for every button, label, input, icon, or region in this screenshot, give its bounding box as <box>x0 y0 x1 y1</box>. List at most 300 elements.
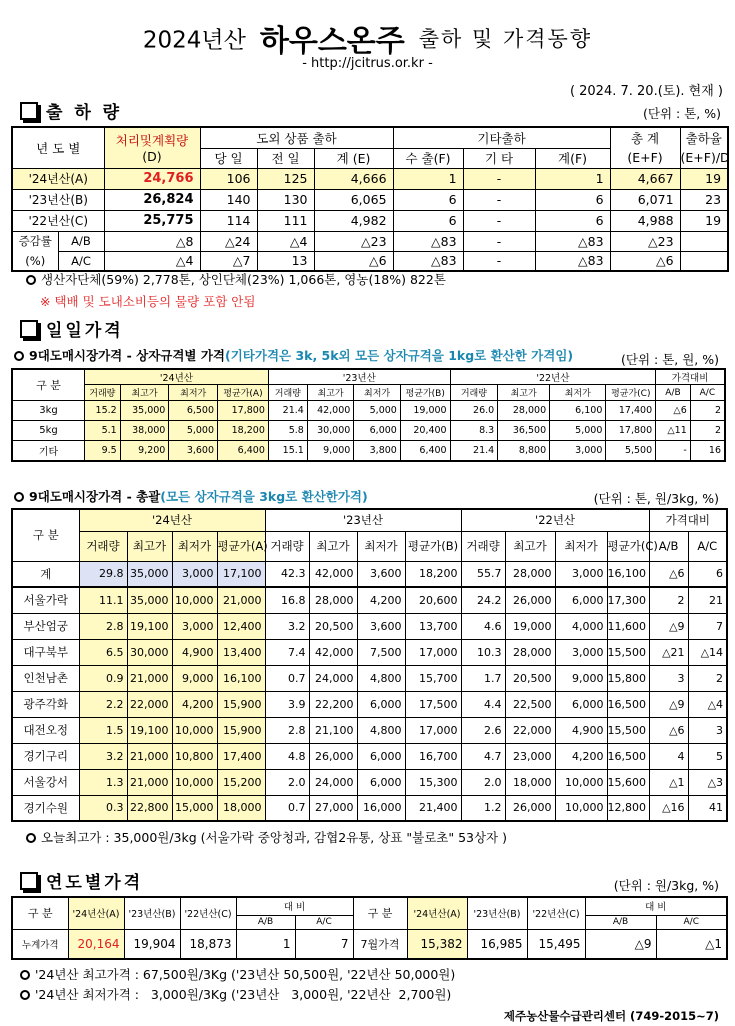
jul-a: 15,382 <box>407 929 467 959</box>
row-label: 기타 <box>12 441 84 461</box>
cell: 4,900 <box>172 639 217 665</box>
cell: 17,000 <box>405 717 461 743</box>
cum-ab: 1 <box>236 929 295 959</box>
unit-label: (단위 : 톤, %) <box>643 106 721 121</box>
cell: 6,400 <box>400 441 450 461</box>
cell: 21,000 <box>127 769 172 795</box>
cell: 1.7 <box>461 665 505 691</box>
cell-e: 4,982 <box>314 210 393 231</box>
cell: 12,400 <box>217 613 265 639</box>
cell: 24.2 <box>461 587 505 613</box>
cell: 29.8 <box>79 561 127 587</box>
cell: 17,300 <box>607 587 649 613</box>
cell-day: 114 <box>200 210 257 231</box>
row-label: 서울가락 <box>12 587 79 613</box>
cell-d: △4 <box>104 251 200 271</box>
jul-b: 16,985 <box>467 929 527 959</box>
cell: 3,600 <box>357 561 405 587</box>
note-max-price: '24년산 최고가격 : 67,500원/3Kg ('23년산 50,500원, '22년산 50,000원) <box>20 965 455 983</box>
cell: 6,500 <box>169 401 218 421</box>
cum-a: 20,164 <box>68 929 124 959</box>
cell-prev: 111 <box>257 210 314 231</box>
cell: 42.3 <box>265 561 309 587</box>
market-row <box>12 613 727 639</box>
header-y23: '23년산(B) <box>124 897 180 929</box>
row-label: 인천남촌 <box>12 665 79 691</box>
cell: 3,800 <box>354 441 401 461</box>
cell: 3.2 <box>265 613 309 639</box>
cell-etc: - <box>463 231 535 251</box>
bullet-icon <box>26 275 36 285</box>
header-ab: A/B <box>236 915 295 929</box>
cell: 35,000 <box>120 401 169 421</box>
cell: 2 <box>649 587 688 613</box>
cell: 4.8 <box>265 743 309 769</box>
cell: 11,600 <box>607 613 649 639</box>
row-label: 5kg <box>12 421 84 441</box>
cell: 0.3 <box>79 795 127 821</box>
header-etc: 기 타 <box>463 148 535 168</box>
cell: 20,500 <box>505 665 555 691</box>
cell-etc: - <box>463 189 535 210</box>
section-yearly-header <box>20 868 143 893</box>
cell-ratio: 19 <box>680 210 728 231</box>
bullet-icon <box>14 351 24 361</box>
cell: 22,800 <box>127 795 172 821</box>
cell-f: 6 <box>535 210 610 231</box>
cell: 3,000 <box>550 441 606 461</box>
cell-e: △23 <box>314 231 393 251</box>
cell: 7.4 <box>265 639 309 665</box>
note-today-max: 오늘최고가 : 35,000원/3kg (서울가락 중앙청과, 감협2유통, 상표 "불로초" 53상자 ) <box>26 828 507 846</box>
header-avgB: 평균가(B) <box>400 385 450 401</box>
header-y23: '23년산 <box>265 509 461 531</box>
cell: 21 <box>688 587 727 613</box>
cell: 6,400 <box>218 441 269 461</box>
cell: 35,000 <box>127 587 172 613</box>
cell: 28,000 <box>505 639 555 665</box>
cum-b: 19,904 <box>124 929 180 959</box>
market-row <box>12 665 727 691</box>
yearly-price-table <box>11 896 728 960</box>
cell: 27,000 <box>309 795 357 821</box>
header-ratio-f: (E+F)/D <box>680 148 728 168</box>
cell: 9,000 <box>172 665 217 691</box>
change-row <box>12 251 728 271</box>
header-proc: 처리및계획량 (D) <box>104 127 200 168</box>
header-y22-2: '22년산(C) <box>527 897 585 929</box>
cell: 9,000 <box>307 441 354 461</box>
cell: △4 <box>688 691 727 717</box>
section-box-icon <box>20 320 38 338</box>
cell: 0.7 <box>265 665 309 691</box>
cell: 17,800 <box>606 421 656 441</box>
header-avgB: 평균가(B) <box>405 531 461 561</box>
cell: 26,000 <box>505 587 555 613</box>
cell: △9 <box>649 691 688 717</box>
header-ab: A/B <box>656 385 691 401</box>
page-title <box>0 16 735 60</box>
cell: 16,000 <box>357 795 405 821</box>
cell: 36,500 <box>498 421 550 441</box>
as-of-date: ( 2024. 7. 20.(토). 현재 ) <box>569 84 723 99</box>
header-gubun: 구 분 <box>12 897 68 929</box>
cell: 15,600 <box>607 769 649 795</box>
cell: 2 <box>690 421 725 441</box>
cell: △6 <box>656 401 691 421</box>
cell: 7 <box>688 613 727 639</box>
section-daily-header <box>20 316 124 341</box>
cell: 15,900 <box>217 717 265 743</box>
note-producers: 생산자단체(59%) 2,778톤, 상인단체(23%) 1,066톤, 영농(18%) 822톤 <box>26 270 446 288</box>
header-day: 당 일 <box>200 148 257 168</box>
cell: 19,100 <box>127 717 172 743</box>
size-row <box>12 401 725 421</box>
market-price-table <box>11 508 728 822</box>
cell: - <box>656 441 691 461</box>
cell-ratio: 19 <box>680 168 728 189</box>
cell-exp: 6 <box>393 189 463 210</box>
cell: 10,000 <box>172 717 217 743</box>
cell-tot: △6 <box>610 251 680 271</box>
cell: △3 <box>688 769 727 795</box>
cell-etc: - <box>463 251 535 271</box>
cell: 21,000 <box>217 587 265 613</box>
header-min: 최저가 <box>169 385 218 401</box>
cell: 21,400 <box>405 795 461 821</box>
cell: 3,600 <box>169 441 218 461</box>
row-label: '23년산(B) <box>12 189 104 210</box>
cell: 16,700 <box>405 743 461 769</box>
size-row <box>12 441 725 461</box>
cell-f: △83 <box>535 231 610 251</box>
cell: 17,400 <box>217 743 265 769</box>
header-cmp-2: 대 비 <box>585 897 727 915</box>
site-url[interactable]: - http://jcitrus.or.kr - <box>302 56 433 71</box>
cell: 13,700 <box>405 613 461 639</box>
cell: 15,800 <box>607 665 649 691</box>
cell-f: 6 <box>535 189 610 210</box>
cell-exp: △83 <box>393 231 463 251</box>
cell-d: 26,824 <box>104 189 200 210</box>
header-avgA: 평균가(A) <box>218 385 269 401</box>
cell-d: 24,766 <box>104 168 200 189</box>
cell: 18,000 <box>505 769 555 795</box>
header-vol: 거래량 <box>84 385 120 401</box>
cum-label: 누계가격 <box>12 929 68 959</box>
cell: 2.8 <box>79 613 127 639</box>
cell: 21.4 <box>268 401 307 421</box>
row-label: 3kg <box>12 401 84 421</box>
cell: 6,000 <box>357 743 405 769</box>
cell: 7,500 <box>357 639 405 665</box>
cell: 4.4 <box>461 691 505 717</box>
cell: △1 <box>649 769 688 795</box>
cell: 26.0 <box>450 401 498 421</box>
cell: 2 <box>690 401 725 421</box>
cell: 9.5 <box>84 441 120 461</box>
cell: 4,200 <box>172 691 217 717</box>
header-vol: 거래량 <box>461 531 505 561</box>
cell: 10,800 <box>172 743 217 769</box>
cell: 21,100 <box>309 717 357 743</box>
cell: △21 <box>649 639 688 665</box>
shipment-table <box>11 126 729 272</box>
cell: 6 <box>688 561 727 587</box>
row-label: 경기수원 <box>12 795 79 821</box>
section-shipment-header <box>20 98 122 123</box>
cell: 30,000 <box>307 421 354 441</box>
header-min: 최저가 <box>172 531 217 561</box>
header-vol: 거래량 <box>265 531 309 561</box>
cell-etc: - <box>463 210 535 231</box>
cell: 11.1 <box>79 587 127 613</box>
note-min-price: '24년산 최저가격 : 3,000원/3Kg ('23년산 3,000원, '22년산 2,700원) <box>20 985 451 1003</box>
header-max: 최고가 <box>120 385 169 401</box>
cell: 42,000 <box>309 639 357 665</box>
market-row <box>12 587 727 613</box>
header-min: 최저가 <box>357 531 405 561</box>
header-y24-2: '24년산(A) <box>407 897 467 929</box>
cell: 8.3 <box>450 421 498 441</box>
cell: 15,000 <box>172 795 217 821</box>
cell: 22,000 <box>505 717 555 743</box>
header-ac: A/C <box>690 385 725 401</box>
cell: 9,200 <box>120 441 169 461</box>
cell-day: 106 <box>200 168 257 189</box>
market-row <box>12 691 727 717</box>
cell: 6,100 <box>550 401 606 421</box>
cell-e: 6,065 <box>314 189 393 210</box>
cell-d: △8 <box>104 231 200 251</box>
row-label: 대전오정 <box>12 717 79 743</box>
cell-ratio: 23 <box>680 189 728 210</box>
cell-prev: 125 <box>257 168 314 189</box>
cell: 16,500 <box>607 743 649 769</box>
cell: 18,200 <box>405 561 461 587</box>
cell: 15,300 <box>405 769 461 795</box>
market-row <box>12 795 727 821</box>
cell: 4,800 <box>357 717 405 743</box>
row-label: 경기구리 <box>12 743 79 769</box>
cell: 13,400 <box>217 639 265 665</box>
market-row <box>12 769 727 795</box>
header-year: 년 도 별 <box>12 127 104 168</box>
cell: 35,000 <box>127 561 172 587</box>
cell: 6,000 <box>555 587 607 613</box>
cell: 17,800 <box>218 401 269 421</box>
cell: 26,000 <box>505 795 555 821</box>
cell: 24,000 <box>309 769 357 795</box>
sub-total-title: 9대도매시장가격 - 총괄(모든 상자규격을 3kg로 환산한가격) <box>14 487 368 505</box>
row-label: 부산엄궁 <box>12 613 79 639</box>
cell: 2.0 <box>265 769 309 795</box>
header-max: 최고가 <box>127 531 172 561</box>
section-title: 연도별가격 <box>46 873 144 893</box>
header-y24: '24년산 <box>79 509 265 531</box>
cell: 26,000 <box>309 743 357 769</box>
cell: 30,000 <box>127 639 172 665</box>
row-label: 대구북부 <box>12 639 79 665</box>
row-label: 계 <box>12 561 79 587</box>
cell: 28,000 <box>309 587 357 613</box>
cell: 10,000 <box>172 587 217 613</box>
title-rest: 출하 및 가격동향 <box>418 27 593 51</box>
cell-f: △83 <box>535 251 610 271</box>
header-vol: 거래량 <box>79 531 127 561</box>
shipment-row <box>12 189 728 210</box>
cell: 8,800 <box>498 441 550 461</box>
change-side-label: 증감률 <box>12 231 58 251</box>
cell-exp: 6 <box>393 210 463 231</box>
cell: 3,000 <box>555 639 607 665</box>
header-vol: 거래량 <box>268 385 307 401</box>
header-export: 수 출(F) <box>393 148 463 168</box>
cell: 55.7 <box>461 561 505 587</box>
cell: 4,200 <box>357 587 405 613</box>
header-ratio: 출하율 <box>680 127 728 148</box>
cell-tot: 4,988 <box>610 210 680 231</box>
header-prev: 전 일 <box>257 148 314 168</box>
header-avgC: 평균가(C) <box>607 531 649 561</box>
cell: 16,500 <box>607 691 649 717</box>
cell: 5,000 <box>169 421 218 441</box>
cell-f: 1 <box>535 168 610 189</box>
cell: 18,000 <box>217 795 265 821</box>
jul-label: 7월가격 <box>353 929 407 959</box>
cell-ratio <box>680 231 728 251</box>
cell: 15,500 <box>607 639 649 665</box>
change-row <box>12 231 728 251</box>
cell: 5,000 <box>550 421 606 441</box>
header-total: 총 계 <box>610 127 680 148</box>
header-max: 최고가 <box>307 385 354 401</box>
section-box-icon <box>20 872 38 890</box>
cell: 5.1 <box>84 421 120 441</box>
cell: △9 <box>649 613 688 639</box>
cell: 5 <box>688 743 727 769</box>
header-total-ef: (E+F) <box>610 148 680 168</box>
cell: 0.9 <box>79 665 127 691</box>
row-label: 광주각화 <box>12 691 79 717</box>
cell-etc: - <box>463 168 535 189</box>
cell: 4,800 <box>357 665 405 691</box>
change-side-label: (%) <box>12 251 58 271</box>
header-y24: '24년산 <box>84 369 268 385</box>
header-ab: A/B <box>649 531 688 561</box>
cell: 3,000 <box>172 561 217 587</box>
cell: 15,200 <box>217 769 265 795</box>
cell-e: △6 <box>314 251 393 271</box>
cell-prev: 13 <box>257 251 314 271</box>
header-min: 최저가 <box>555 531 607 561</box>
cell: 3 <box>688 717 727 743</box>
cell: 23,000 <box>505 743 555 769</box>
cell: 22,000 <box>127 691 172 717</box>
cell: △6 <box>649 561 688 587</box>
bullet-icon <box>20 990 30 1000</box>
jul-ab: △9 <box>585 929 656 959</box>
cell: 17,500 <box>405 691 461 717</box>
cell-tot: 6,071 <box>610 189 680 210</box>
cell: 22,200 <box>309 691 357 717</box>
section-box-icon <box>20 102 38 120</box>
header-max: 최고가 <box>309 531 357 561</box>
cell: 5,000 <box>354 401 401 421</box>
cell: 3 <box>649 665 688 691</box>
market-row <box>12 639 727 665</box>
cell: 15,500 <box>607 717 649 743</box>
cell: 15,700 <box>405 665 461 691</box>
bullet-icon <box>26 833 36 843</box>
bullet-icon <box>14 492 24 502</box>
cell: 17,000 <box>405 639 461 665</box>
row-label: 서울강서 <box>12 769 79 795</box>
header-sum-f: 계(F) <box>535 148 610 168</box>
cell: 28,000 <box>498 401 550 421</box>
cell: 5,500 <box>606 441 656 461</box>
market-row <box>12 717 727 743</box>
cell: 19,000 <box>505 613 555 639</box>
cell: △11 <box>656 421 691 441</box>
title-highlight: 하우스온주 <box>259 24 405 59</box>
cell: 42,000 <box>309 561 357 587</box>
jul-c: 15,495 <box>527 929 585 959</box>
cell: 2 <box>688 665 727 691</box>
cell-ratio <box>680 251 728 271</box>
cell-exp: 1 <box>393 168 463 189</box>
change-label: A/B <box>58 231 104 251</box>
cell: 2.8 <box>265 717 309 743</box>
unit-label: (단위 : 원/3kg, %) <box>613 878 719 893</box>
cell: 15.2 <box>84 401 120 421</box>
market-row <box>12 743 727 769</box>
cell: 3.9 <box>265 691 309 717</box>
size-row <box>12 421 725 441</box>
cell: 1.2 <box>461 795 505 821</box>
cell-tot: △23 <box>610 231 680 251</box>
title-year: 2024년산 <box>142 27 246 54</box>
header-y22: '22년산 <box>450 369 656 385</box>
cell: 10,000 <box>555 769 607 795</box>
cell: 19,000 <box>400 401 450 421</box>
header-max: 최고가 <box>498 385 550 401</box>
cell: 20,600 <box>405 587 461 613</box>
header-y22: '22년산(C) <box>180 897 236 929</box>
cell: 3,600 <box>357 613 405 639</box>
cell: 4,200 <box>555 743 607 769</box>
cell: 10,000 <box>172 769 217 795</box>
header-cmp: 가격대비 <box>649 509 727 531</box>
sub-size-title: 9대도매시장가격 - 상자규격별 가격(기타가격은 3k, 5k외 모든 상자규격을 1kg로 환산한 가격임) <box>14 346 573 364</box>
header-gubun: 구 분 <box>12 509 79 561</box>
cell: 2.2 <box>79 691 127 717</box>
header-ab-2: A/B <box>585 915 656 929</box>
cell-d: 25,775 <box>104 210 200 231</box>
cell-day: △24 <box>200 231 257 251</box>
cell-day: 140 <box>200 189 257 210</box>
cell: 3,000 <box>172 613 217 639</box>
header-cmp: 가격대비 <box>656 369 725 385</box>
bullet-icon <box>20 970 30 980</box>
row-label: '22년산(C) <box>12 210 104 231</box>
cell-day: △7 <box>200 251 257 271</box>
market-row <box>12 561 727 587</box>
cell: 16 <box>690 441 725 461</box>
cell: 24,000 <box>309 665 357 691</box>
header-island: 도외 상품 출하 <box>200 127 393 148</box>
cell: 4.6 <box>461 613 505 639</box>
